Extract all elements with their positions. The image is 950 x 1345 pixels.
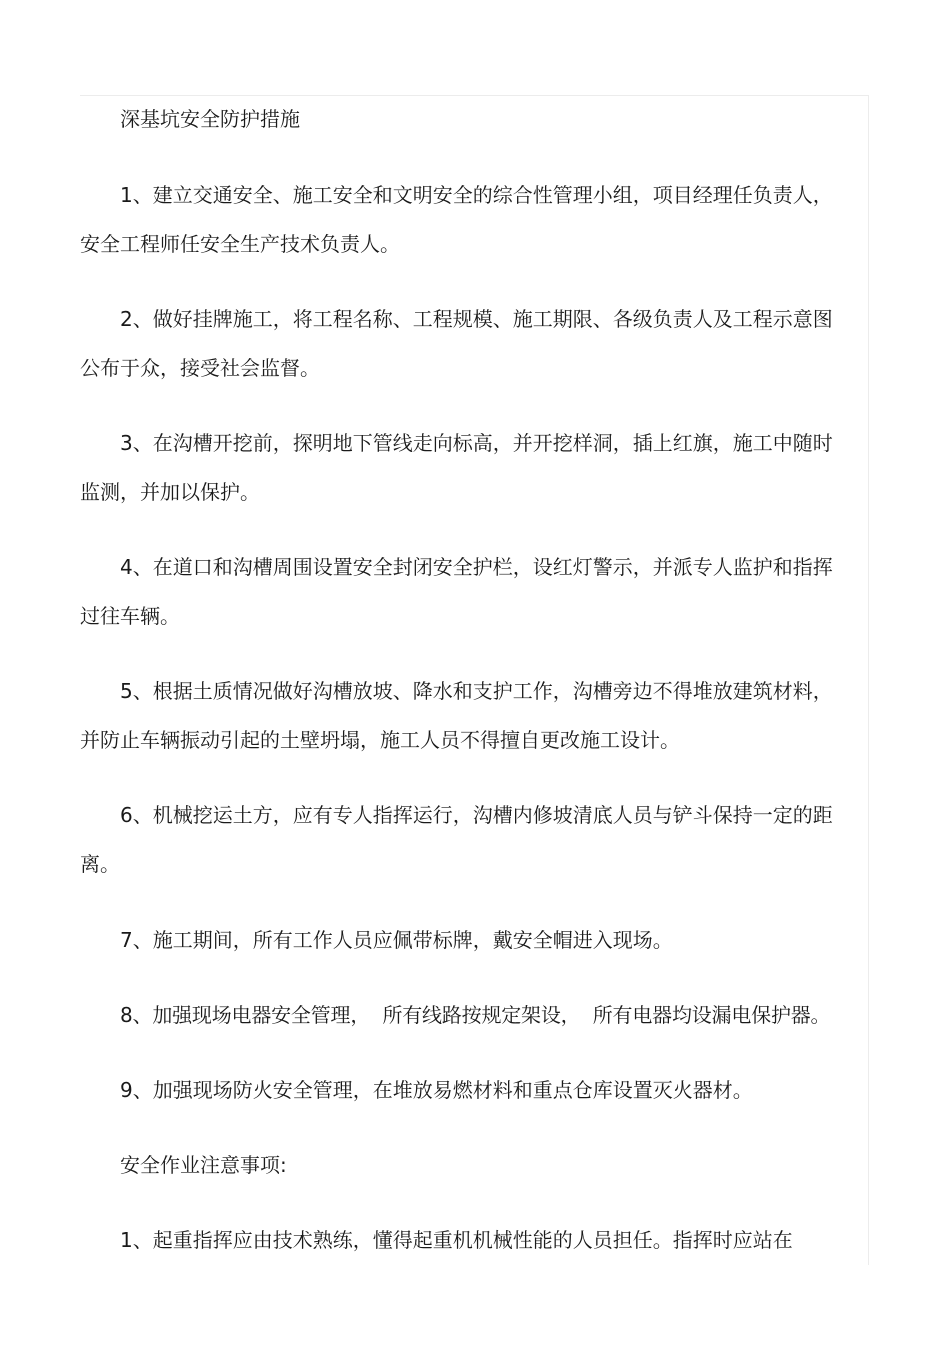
measure-item-5: 5、根据土质情况做好沟槽放坡、降水和支护工作，沟槽旁边不得堆放建筑材料，并防止车辆振动引起的土壁坍塌，施工人员不得擅自更改施工设计。 [80,679,833,752]
measure-item-1: 1、建立交通安全、施工安全和文明安全的综合性管理小组，项目经理任负责人，安全工程师任安全生产技术负责人。 [80,183,833,256]
document-page [80,95,869,1265]
measure-item-7: 7、施工期间，所有工作人员应佩带标牌，戴安全帽进入现场。 [120,928,673,952]
measure-item-3: 3、在沟槽开挖前，探明地下管线走向标高，并开挖样洞，插上红旗，施工中随时监测，并加以保护。 [80,431,833,504]
measure-item-8: 8、加强现场电器安全管理， 所有线路按规定架设， 所有电器均设漏电保护器。 [120,1003,831,1027]
measure-item-4: 4、在道口和沟槽周围设置安全封闭安全护栏，设红灯警示，并派专人监护和指挥过往车辆。 [80,555,833,628]
note-item-1: 1、起重指挥应由技术熟练，懂得起重机机械性能的人员担任。指挥时应站在 [120,1228,793,1252]
notes-heading: 安全作业注意事项: [120,1153,287,1177]
document-title: 深基坑安全防护措施 [120,107,300,131]
measure-item-2: 2、做好挂牌施工，将工程名称、工程规模、施工期限、各级负责人及工程示意图公布于众，接受社会监督。 [80,307,833,380]
measure-item-6: 6、机械挖运土方，应有专人指挥运行，沟槽内修坡清底人员与铲斗保持一定的距离。 [80,803,833,876]
measure-item-9: 9、加强现场防火安全管理，在堆放易燃材料和重点仓库设置灭火器材。 [120,1078,753,1102]
